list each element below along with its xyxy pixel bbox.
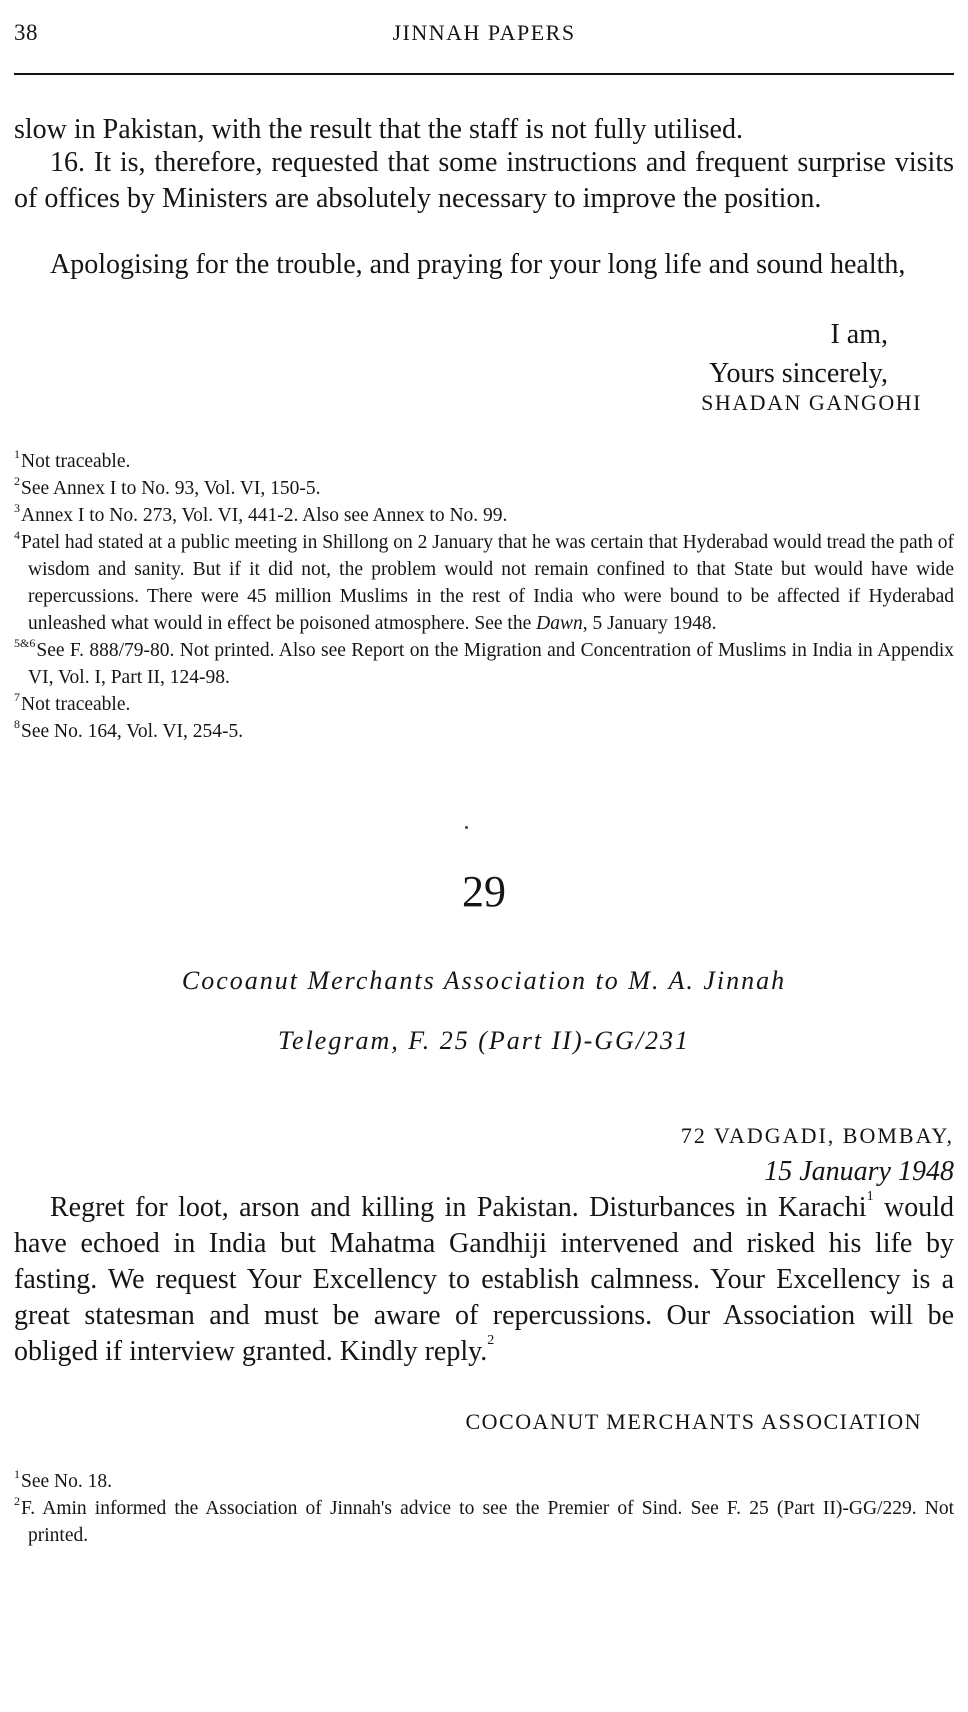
book-page [14, 0, 954, 1712]
footnote: $^{5\&6}$See F. 888/79-80. Not printed. Also see Report on the Migration and Concentration of Muslims in India in Appendix VI, Vol. I, Part II, 124-98. [14, 636, 954, 688]
stray-mark [465, 826, 468, 829]
footnote-ref: 1 [866, 1189, 874, 1204]
document-subheading: Telegram, F. 25 (Part II)-GG/231 [277, 1026, 691, 1055]
telegram-signature: COCOANUT MERCHANTS ASSOCIATION [465, 1409, 922, 1434]
footnote-ref: 2 [487, 1333, 495, 1348]
sender-address: 72 VADGADI, BOMBAY, [680, 1123, 954, 1148]
closing-yours-sincerely: Yours sincerely, [709, 358, 888, 389]
document-heading: Cocoanut Merchants Association to M. A. Jinnah [181, 966, 787, 995]
footnote: $^3$Annex I to No. 273, Vol. VI, 441-2. Also see Annex to No. 99. [14, 501, 508, 526]
letter-signature: SHADAN GANGOHI [701, 390, 922, 415]
document-date: 15 January 1948 [764, 1156, 954, 1187]
footnotes-telegram [14, 1468, 954, 1549]
closing-i-am: I am, [830, 319, 888, 350]
running-title: JINNAH PAPERS [392, 20, 576, 45]
letter-paragraph-3: Apologising for the trouble, and praying for your long life and sound health, [50, 249, 906, 280]
footnote: $^7$Not traceable. [14, 690, 131, 715]
page-number: 38 [14, 20, 38, 45]
footnote: $^2$F. Amin informed the Association of Jinnah's advice to see the Premier of Sind. See F. 25 (Part II)-GG/229. Not printed. [14, 1494, 954, 1546]
page-header [14, 20, 954, 60]
footnote: $^4$Patel had stated at a public meeting in Shillong on 2 January that he was certain that Hyderabad would tread the path of wisdom and sanity. But if it did not, the problem would not remain confined to that State but would have wide repercussions. There were 45 million Muslims in the rest of India who were bound to be affected if Hyderabad unleashed what would in effect be poisoned atmosphere. See the Dawn, 5 January 1948. [14, 528, 954, 634]
footnote: $^2$See Annex I to No. 93, Vol. VI, 150-5. [14, 474, 321, 499]
header-rule [14, 73, 954, 75]
letter-paragraph-2: 16. It is, therefore, requested that some instructions and frequent surprise visits of offices by Ministers are absolutely necessary to improve the position. [14, 147, 954, 214]
letter-paragraph-1: slow in Pakistan, with the result that the staff is not fully utilised. [14, 114, 743, 145]
footnote: $^8$See No. 164, Vol. VI, 254-5. [14, 717, 244, 742]
document-number: 29 [462, 867, 506, 916]
footnote: $^1$See No. 18. [14, 1467, 112, 1492]
footnotes-letter [14, 448, 954, 745]
footnote: $^1$Not traceable. [14, 447, 131, 472]
telegram-text: Regret for loot, arson and killing in Pakistan. Disturbances in Karachi$^1$ would have echoed in India but Mahatma Gandhiji intervened and risked his life by fasting. We request Your Excellency to establish calmness. Your Excellency is a great statesman and must be aware of repercussions. Our Association will be obliged if interview granted. Kindly reply.$^2$ [14, 1189, 955, 1367]
